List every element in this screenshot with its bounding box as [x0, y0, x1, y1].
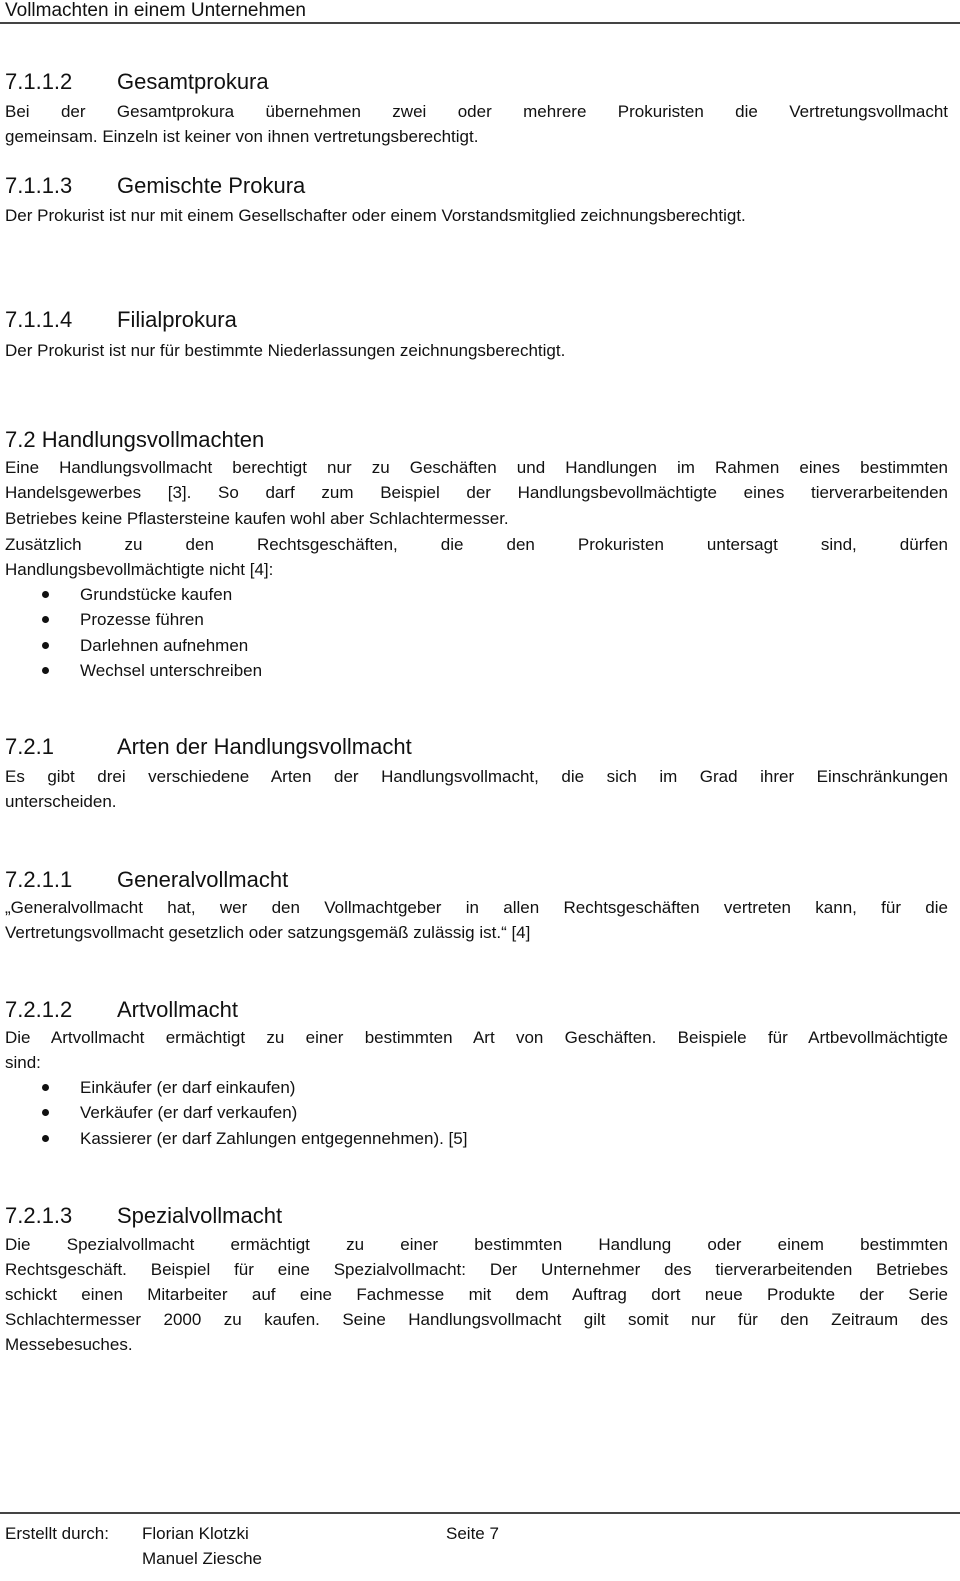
- paragraph-line: schickt einen Mitarbeiter auf eine Fachmesse mit dem Auftrag dort neue Produkte der Serie: [5, 1284, 948, 1304]
- paragraph-line: Vertretungsvollmacht gesetzlich oder satzungsgemäß zulässig ist.“ [4]: [5, 922, 531, 942]
- footer-author: Manuel Ziesche: [142, 1549, 263, 1568]
- header-rule: [0, 22, 960, 24]
- bullet-icon: [42, 616, 49, 623]
- footer-rule: [0, 1512, 960, 1514]
- section-number: 7.2.1.2: [5, 997, 73, 1022]
- section-number: 7.1.1.3: [5, 173, 73, 198]
- paragraph-line: Es gibt drei verschiedene Arten der Handlungsvollmacht, die sich im Grad ihrer Einschränkungen: [5, 766, 948, 786]
- section-title: Gesamtprokura: [117, 69, 269, 94]
- bullet-item: Kassierer (er darf Zahlungen entgegennehmen). [5]: [80, 1128, 468, 1148]
- section-number: 7.2.1: [5, 734, 54, 759]
- paragraph-line: unterscheiden.: [5, 791, 117, 811]
- paragraph-line: sind:: [5, 1052, 41, 1072]
- section-number: 7.1.1.2: [5, 69, 73, 94]
- bullet-item: Darlehnen aufnehmen: [80, 635, 249, 655]
- page-number: Seite 7: [446, 1524, 499, 1543]
- section-number: 7.2.1.1: [5, 867, 73, 892]
- section-number: 7.1.1.4: [5, 307, 73, 332]
- paragraph-line: Messebesuches.: [5, 1334, 133, 1354]
- bullet-item: Verkäufer (er darf verkaufen): [80, 1102, 298, 1122]
- paragraph-line: Rechtsgeschäft. Beispiel für eine Spezialvollmacht: Der Unternehmer des tierverarbeitenden Betriebes: [5, 1259, 948, 1279]
- footer-author: Florian Klotzki: [142, 1524, 249, 1543]
- paragraph-line: Zusätzlich zu den Rechtsgeschäften, die den Prokuristen untersagt sind, dürfen: [5, 534, 948, 554]
- bullet-icon: [42, 1135, 49, 1142]
- paragraph-line: Die Spezialvollmacht ermächtigt zu einer bestimmten Handlung oder einem bestimmten: [5, 1234, 948, 1254]
- running-header: Vollmachten in einem Unternehmen: [5, 0, 307, 21]
- paragraph-line: Schlachtermesser 2000 zu kaufen. Seine Handlungsvollmacht gilt somit nur für den Zeitraum des: [5, 1309, 948, 1329]
- section-title: Arten der Handlungsvollmacht: [117, 734, 412, 759]
- paragraph-line: Eine Handlungsvollmacht berechtigt nur zu Geschäften und Handlungen im Rahmen eines bestimmten: [5, 457, 948, 477]
- section-title: Gemischte Prokura: [117, 173, 306, 198]
- section-number: 7.2.1.3: [5, 1203, 73, 1228]
- paragraph-line: Handlungsbevollmächtigte nicht [4]:: [5, 559, 274, 579]
- bullet-icon: [42, 1084, 49, 1091]
- section-title: Artvollmacht: [117, 997, 239, 1022]
- paragraph-line: Der Prokurist ist nur für bestimmte Niederlassungen zeichnungsberechtigt.: [5, 340, 566, 360]
- bullet-item: Wechsel unterschreiben: [80, 660, 263, 680]
- section-title: 7.2 Handlungsvollmachten: [5, 427, 265, 452]
- bullet-icon: [42, 591, 49, 598]
- paragraph-line: gemeinsam. Einzeln ist keiner von ihnen vertretungsberechtigt.: [5, 126, 479, 146]
- paragraph-line: Handelsgewerbes [3]. So darf zum Beispiel der Handlungsbevollmächtigte eines tierverarbeitenden: [5, 482, 948, 502]
- bullet-item: Prozesse führen: [80, 609, 204, 629]
- paragraph-line: Die Artvollmacht ermächtigt zu einer bestimmten Art von Geschäften. Beispiele für Artbevollmächtigte: [5, 1027, 948, 1047]
- bullet-item: Grundstücke kaufen: [80, 584, 233, 604]
- bullet-icon: [42, 667, 49, 674]
- paragraph-line: „Generalvollmacht hat, wer den Vollmachtgeber in allen Rechtsgeschäften vertreten kann, für die: [5, 897, 948, 917]
- bullet-icon: [42, 642, 49, 649]
- section-title: Generalvollmacht: [117, 867, 289, 892]
- paragraph-line: Der Prokurist ist nur mit einem Gesellschafter oder einem Vorstandsmitglied zeichnungsberechtigt.: [5, 205, 746, 225]
- footer-created-label: Erstellt durch:: [5, 1524, 109, 1543]
- bullet-icon: [42, 1109, 49, 1116]
- section-title: Spezialvollmacht: [117, 1203, 283, 1228]
- bullet-item: Einkäufer (er darf einkaufen): [80, 1077, 296, 1097]
- paragraph-line: Bei der Gesamtprokura übernehmen zwei oder mehrere Prokuristen die Vertretungsvollmacht: [5, 101, 948, 121]
- section-title: Filialprokura: [117, 307, 237, 332]
- paragraph-line: Betriebes keine Pflastersteine kaufen wohl aber Schlachtermesser.: [5, 508, 509, 528]
